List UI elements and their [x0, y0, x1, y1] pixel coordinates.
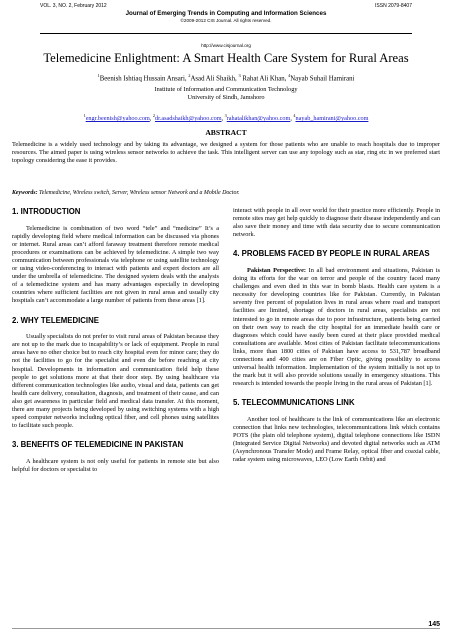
journal-header [40, 3, 412, 23]
journal-name: Journal of Emerging Trends in Computing and Information Sciences [125, 10, 327, 17]
author-name: Rahat Ali Khan, [240, 75, 289, 83]
author-number: 4 [288, 73, 291, 78]
author-emails [0, 113, 452, 122]
section-heading-problems: 4. PROBLEMS FACED BY PEOPLE IN RURAL AREAS [233, 249, 430, 259]
affiliation [0, 86, 452, 102]
email-link[interactable]: rahatalikhan@yahoo.com [226, 115, 291, 123]
author-name: Asad Ali Shaikh, [190, 75, 239, 83]
journal-url[interactable]: http://www.cisjournal.org [201, 43, 251, 48]
problems-paragraph [233, 267, 440, 388]
author-number: 1 [97, 73, 100, 78]
abstract-text: Telemedicine is a widely used technology and by taking its advantage, we designed a system for those patients who are unable to reach hospitals due to improper resources. The aimed paper is using wireless sensor networks to achieve the task. This intelligent server can use any topology such as star, ring etc in we preferred start topology considering the ease it provides. [12, 141, 440, 165]
email-number: 2 [152, 113, 155, 118]
email-number: 1 [83, 113, 86, 118]
benefits-continued-paragraph: interact with people in all over world for their practice more efficiently. People in remote sites may get help quickly to diagnose their disease independently and can also save their money and time with data security due to secure communication network. [233, 207, 440, 239]
author-number: 2 [188, 73, 191, 78]
why-telemedicine-paragraph: Usually specialists do not prefer to visit rural areas of Pakistan because they are not up to the mark due to incapability’s or lack of equipment. People in rural areas have no other choice but to reach city hospital even for minor care; they do not the facilities to go for the specialist and even die before reaching at city hospital. Developments in information and communication field help these people to get solutions more at that their door step. By using healthcare via different communication technologies like audio, visual and data, patients can get health care delivery, consultation, diagnosis, and treatment of their cause, and can also get awareness in particular field and medical data transfer. At this moment, there are many projects being developed by using switching systems with a high speed computer networks including optical fiber, and cell phones using satellites to facilitate such people. [12, 333, 219, 430]
section-heading-telecom-link: 5. TELECOMMUNICATIONS LINK [233, 398, 355, 408]
institute-name: Institute of Information and Communication Technology [154, 86, 298, 93]
email-number: 4 [293, 113, 296, 118]
footer-divider [12, 628, 440, 629]
email-link[interactable]: nayab_hamirani@yahoo.com [295, 115, 369, 123]
email-link[interactable]: dr.asadshaikh@yahoo.com [155, 115, 222, 123]
problems-lead: Pakistan Perspective: [247, 266, 306, 274]
issn: ISSN 2079-8407 [375, 3, 412, 9]
email-separator: , [149, 115, 153, 123]
author-number: 3 [238, 73, 241, 78]
section-heading-introduction: 1. INTRODUCTION [12, 207, 81, 216]
introduction-paragraph: Telemedicine is combination of two word “tele” and “medicine” It’s a rapidly developing field where medical information can be discussed via phones or internet. Rural areas can’t afford faraway treatment therefore remote medical procedures or examinations can be achieved by telemedicine. A simple two way communication between professionals via telephone or using satellite technology or using video-conferencing to interact with patients and expert doctors are all under the umbrella of telemedicine. The designed system deals with the analysis of a telemedicine system and has many advantages especially in developing countries where sufficient facilities are not given in rural areas and usually city hospitals can’t accommodate a large number of patients from these areas [1]. [12, 224, 219, 305]
keywords-list: Telemedicine, Wireless switch, Server, Wireless sensor Network and a Mobile Doctor. [37, 190, 240, 196]
volume-info: VOL. 3, NO. 2, February 2012 [40, 3, 107, 9]
email-link[interactable]: engr.beenish@yahoo.com [85, 115, 150, 123]
author-name: Nayab Suhail Hamirani [290, 75, 355, 83]
left-column [12, 207, 219, 474]
page-number: 145 [428, 621, 440, 628]
email-separator: , [290, 115, 294, 123]
benefits-paragraph: A healthcare system is not only useful for patients in remote site but also helpful for doctors or specialist to [12, 457, 219, 473]
telecom-link-paragraph: Another tool of healthcare is the link of communications like an electronic connection that links new technologies, telecommunications link which contains POTS (the plain old telephone system), digital telephone connections like ISDN (Integrated Service Digital Networks) and devoted digital networks such as ATM (Asynchronous Transfer Mode) and Frame Relay, optical fiber and coaxial cable, radar system using microwaves, LEO (Low Earth Orbit) and [233, 415, 440, 464]
keywords-label: Keywords: [12, 190, 38, 196]
header-divider [40, 33, 412, 34]
author-list [0, 71, 452, 83]
journal-copyright: ©2009-2012 CIS Journal. All rights reserved. [180, 18, 272, 23]
section-heading-why-telemedicine: 2. WHY TELEMEDICINE [12, 315, 99, 325]
university-name: University of Sindh, Jamshoro [187, 94, 265, 102]
abstract-heading: ABSTRACT [205, 128, 247, 137]
email-separator: , [221, 115, 225, 123]
keywords [12, 189, 440, 197]
right-column [233, 207, 440, 465]
problems-text: In all bad environment and situations, Pakistan is doing its efforts for the war on terror and people of the country faced many challenges and even died in this war in bomb blasts. Health care system is a necessity for developing countries like for Pakistan. Currently, in Pakistan seventy five percent of population lives in rural areas where road and transport facilities are limited, shortage of doctors in rural areas, specialists are not interested to go in remote areas due to poor infrastructure, patients being carried on their own way to reach the city hospital for an immediate health care or diagnoses which could have easily been cured at their place provided medical consultations are available. Most cities of Pakistan facilitate telecommunications links, more than 1800 cities of Pakistan have access to 531,787 broadband connections and 400 cities are on Fiber Optic, giving possibility to access universal health information. Implementation of the system initially is not up to the mark but it will also provide solutions usually in emergency situations. This research is intended towards the people living in the rural areas of Pakistan [1]. [233, 266, 440, 388]
email-number: 3 [224, 113, 227, 118]
paper-title: Telemedicine Enlightment: A Smart Health Care System for Rural Areas [43, 51, 409, 65]
section-heading-benefits: 3. BENEFITS OF TELEMEDICINE IN PAKISTAN [12, 440, 184, 450]
author-name: Beenish Ishtiaq Hussain Ansari, [99, 75, 189, 83]
